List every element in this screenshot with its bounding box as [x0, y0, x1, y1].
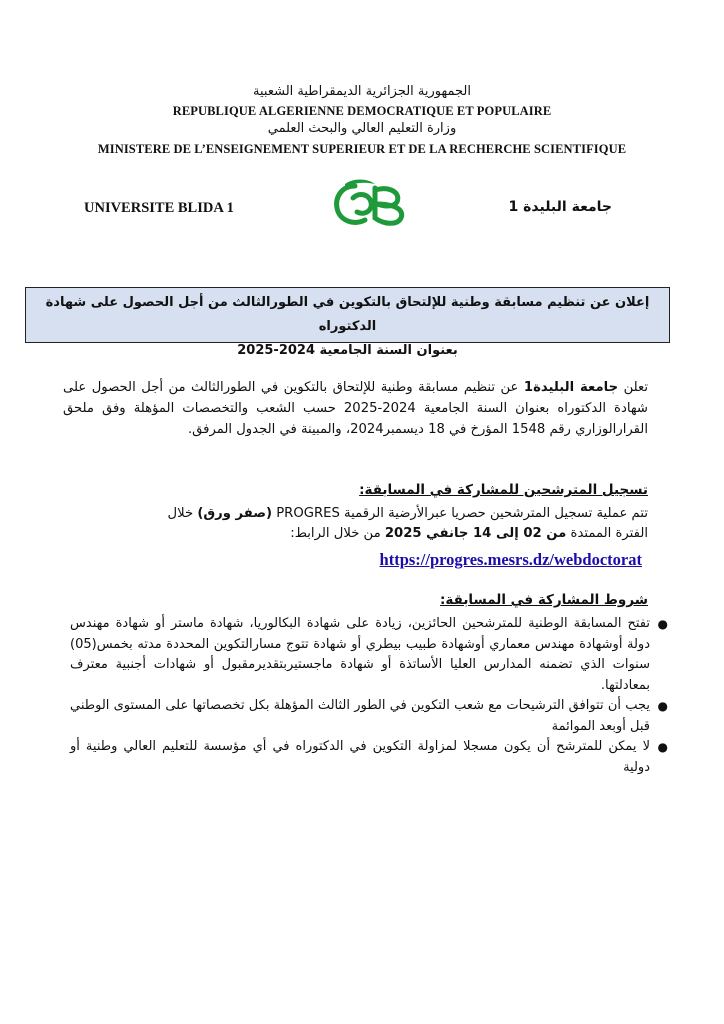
announcement-title-line2: بعنوان السنة الجامعية 2024-2025 [237, 343, 458, 358]
conditions-list [70, 614, 668, 778]
webdoctorat-link[interactable]: https://progres.mesrs.dz/webdoctorat [379, 550, 642, 569]
condition-item [70, 614, 668, 696]
registration-line1-end: خلال [167, 506, 194, 521]
announcement-title-line1: إعلان عن تنظيم مسابقة وطنية للإلتحاق بالتكوين في الطورالثالث من أجل الحصول على شهادة الدكتوراه [45, 295, 650, 334]
condition-text: تفتح المسابقة الوطنية للمترشحين الحائزين، زيادة على شهادة البكالوريا، شهادة ماستر أو شهادة مهندس دولة أوشهادة مهندس معماري أوشهادة طبيب بيطري أو شهادة تتوج مسارالتكوين المحددة مدته بخمس(05) سنوات الذي تضمنه المدارس العليا الأساتذة أو شهادة ماجستيربتقديرمقبول أو شهادات أجنبية معترف بمعادلتها. [70, 616, 650, 693]
registration-title: تسجيل المترشحين للمشاركة في المسابقة: [359, 482, 648, 498]
ministry-arabic: وزارة التعليم العالي والبحث العلمي [267, 121, 457, 136]
registration-line-2 [70, 524, 648, 544]
university-name-french: UNIVERSITE BLIDA 1 [84, 200, 234, 216]
intro-prefix: تعلن [623, 380, 648, 395]
conditions-title: شروط المشاركة في المسابقة: [440, 592, 648, 608]
zero-paper-note: (صفر ورق) [197, 506, 273, 521]
registration-line2-end: من خلال الرابط: [290, 526, 381, 541]
announcement-banner [25, 287, 670, 358]
condition-item [70, 696, 668, 737]
bullet-icon: ● [657, 699, 668, 713]
registration-line-1 [70, 504, 648, 524]
registration-period: من 02 إلى 14 جانفي 2025 [384, 526, 567, 541]
bullet-icon: ● [657, 740, 668, 754]
intro-text: عن تنظيم مسابقة وطنية للإلتحاق بالتكوين في الطورالثالث من أجل الحصول على شهادة الدكتوراه بعنوان السنة الجامعية 2024-2025 حسب الشعب والتخصصات المؤهلة وفق ملحق القرارالوزاري رقم 1548 المؤرخ في 18 ديسمبر2024، والمبينة في الجدول المرفق. [63, 380, 648, 437]
republic-french: REPUBLIQUE ALGERIENNE DEMOCRATIQUE ET POPULAIRE [172, 104, 552, 118]
university-name-arabic: جامعة البليدة 1 [508, 199, 612, 215]
ministry-french: MINISTERE DE L’ENSEIGNEMENT SUPERIEUR ET DE LA RECHERCHE SCIENTIFIQUE [97, 142, 627, 156]
republic-arabic: الجمهورية الجزائرية الديمقراطية الشعبية [253, 84, 471, 99]
university-blida-logo-icon [331, 176, 411, 228]
registration-line1-start: تتم عملية تسجيل المترشحين حصريا عبرالأرضية الرقمية [344, 506, 648, 521]
condition-item [70, 737, 668, 778]
bullet-icon: ● [657, 617, 668, 631]
registration-line2-start: الفترة الممتدة [570, 526, 648, 541]
registration-text [70, 504, 648, 544]
intro-university: جامعة البليدة1 [523, 380, 619, 395]
platform-name: PROGRES [276, 506, 340, 521]
intro-paragraph [63, 377, 648, 440]
condition-text: لا يمكن للمترشح أن يكون مسجلا لمزاولة التكوين في الدكتوراه في أي مؤسسة للتعليم العالي وطنية أو دولية [70, 739, 650, 775]
condition-text: يجب أن تتوافق الترشيحات مع شعب التكوين في الطور الثالث المؤهلة بكل تخصصاتها على المستوى الوطني قبل أوبعد الموائمة [70, 698, 650, 734]
